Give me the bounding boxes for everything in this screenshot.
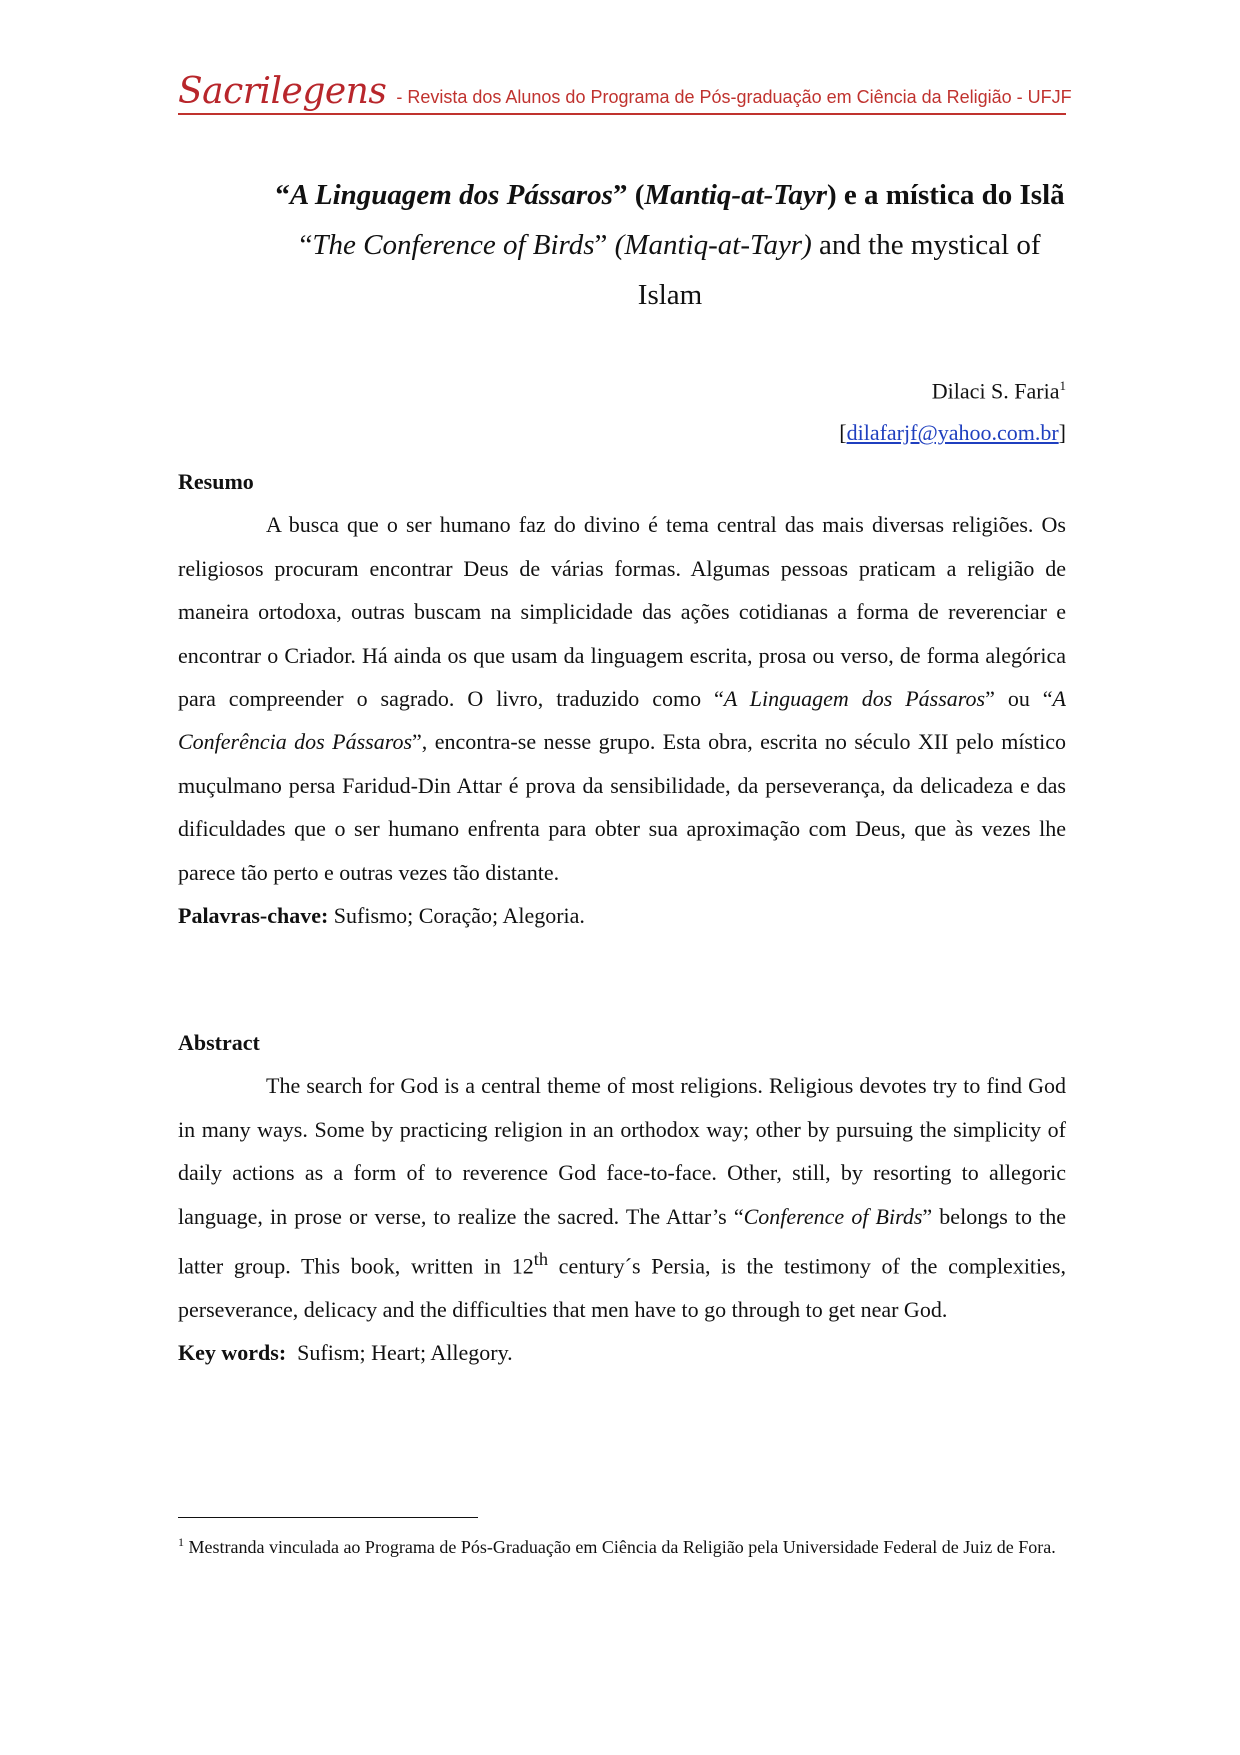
author-name: Dilaci S. Faria$^1$ [931,378,1066,404]
journal-header [178,71,1072,112]
journal-logo: Sacrilegens [178,71,387,112]
abstract-section [178,1021,1066,1375]
footnote: $^1$ Mestranda vinculada ao Programa de Pós-Graduação em Ciência da Religião pela Universidade Federal de Juiz de Fora. [178,1535,1056,1557]
resumo-keywords: Palavras-chave: Sufismo; Coração; Alegoria. [178,903,585,929]
resumo-heading: Resumo [178,469,254,494]
author-footnote-ref[interactable]: 1 [1059,378,1066,393]
journal-subtitle: - Revista dos Alunos do Programa de Pós-graduação em Ciência da Religião - UFJF [396,87,1072,107]
title-block [270,170,1070,320]
author-email: [dilafarjf@yahoo.com.br] [839,420,1066,445]
abstract-heading: Abstract [178,1030,260,1055]
abstract-body: The search for God is a central theme of most religions. Religious devotes try to find God in many ways. Some by practicing religion in an orthodox way; other by pursuing the simplicity of daily actions as a form of to reverence God face-to-face. Other, still, by resorting to allegoric language, in prose or verse, to realize the sacred. The Attar’s “Conference of Birds” belongs to the latter group. This book, written in 12th century´s Persia, is the testimony of the complexities, perseverance, delicacy and the difficulties that men have to go through to get near God. [178,1073,1066,1322]
title-portuguese: “A Linguagem dos Pássaros” (Mantiq-at-Tayr) e a mística do Islã [275,179,1065,211]
resumo-body: A busca que o ser humano faz do divino é tema central das mais diversas religiões. Os religiosos procuram encontrar Deus de várias formas. Algumas pessoas praticam a religião de maneira ortodoxa, outras buscam na simplicidade das ações cotidianas a forma de reverenciar e encontrar o Criador. Há ainda os que usam da linguagem escrita, prosa ou verso, de forma alegórica para compreender o sagrado. O livro, traduzido como “A Linguagem dos Pássaros” ou “A Conferência dos Pássaros”, encontra-se nesse grupo. Esta obra, escrita no século XII pelo místico muçulmano persa Faridud-Din Attar é prova da sensibilidade, da perseverança, da delicadeza e das dificuldades que o ser humano enfrenta para obter sua aproximação com Deus, que às vezes lhe parece tão perto e outras vezes tão distante. [178,512,1066,885]
footnote-rule [178,1517,478,1518]
header-rule [178,113,1066,115]
abstract-keywords: Key words: Sufism; Heart; Allegory. [178,1340,513,1366]
resumo-section [178,460,1066,937]
email-link[interactable]: dilafarjf@yahoo.com.br [846,420,1059,445]
title-english: “The Conference of Birds” (Mantiq-at-Tayr) and the mystical of Islam [299,229,1041,311]
